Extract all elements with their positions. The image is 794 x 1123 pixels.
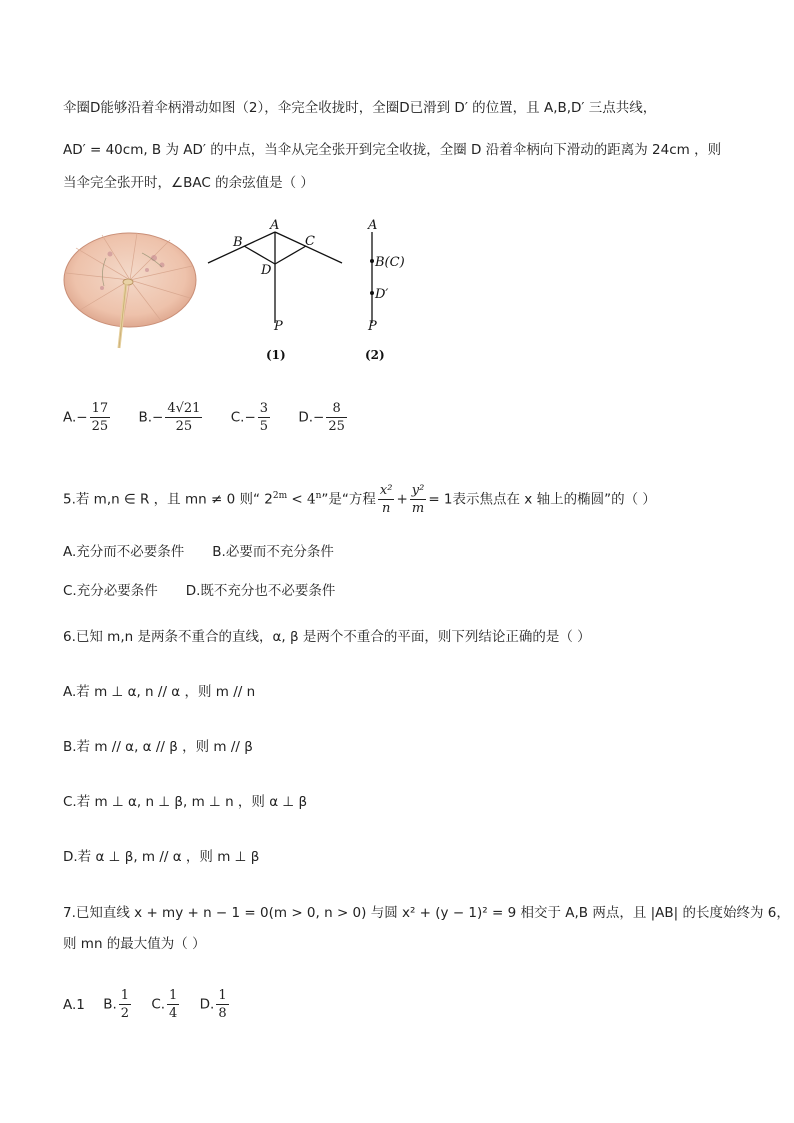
fig2-label-d: D′ xyxy=(375,287,389,302)
fig1-label-a: A xyxy=(270,218,280,233)
q4-line-1: 伞圈D能够沿着伞柄滑动如图（2），伞完全收拢时，全圈D已滑到 D′ 的位置，且 A,B,D′ 三点共线， xyxy=(63,100,657,116)
q5-option-d[interactable]: D.既不充分也不必要条件 xyxy=(185,583,336,599)
q6-option-d[interactable]: D.若 α ⊥ β, m // α ，则 m ⊥ β xyxy=(63,849,260,865)
q6-stem: 6.已知 m,n 是两条不重合的直线，α, β 是两个不重合的平面，则下列结论正确的是（ ） xyxy=(63,629,591,645)
q5-options-row-1 xyxy=(63,542,356,562)
fig1-label-c: C xyxy=(305,234,315,249)
fig2-label-p: P xyxy=(368,319,377,334)
q5-option-c[interactable]: C.充分必要条件 xyxy=(63,583,158,599)
q4-option-c[interactable]: C.− $\frac{3}{5}$ xyxy=(230,401,269,434)
figure-1 xyxy=(200,218,350,368)
q5-options-row-2 xyxy=(63,581,357,601)
q5-option-a[interactable]: A.充分而不必要条件 xyxy=(63,544,185,560)
umbrella-photo xyxy=(62,218,200,353)
q6-option-c[interactable]: C.若 m ⊥ α, n ⊥ β, m ⊥ n ，则 α ⊥ β xyxy=(63,794,308,810)
q7-option-b[interactable]: B. $\frac{1}{2}$ xyxy=(103,988,130,1021)
q7-option-a[interactable]: A.1 xyxy=(63,996,85,1013)
q4-option-b[interactable]: B.− $\frac{4√21}{25}$ xyxy=(138,401,201,434)
q4-option-a[interactable]: A.− $\frac{17}{25}$ xyxy=(63,401,109,434)
fig2-label-bc: B(C) xyxy=(375,255,405,270)
fig1-label-p: P xyxy=(274,319,283,334)
q5-option-b[interactable]: B.必要而不充分条件 xyxy=(212,544,334,560)
q7-stem-2: 则 mn 的最大值为（ ） xyxy=(63,936,206,952)
q4-option-d[interactable]: D.− $\frac{8}{25}$ xyxy=(298,401,345,434)
figure-2 xyxy=(355,218,425,368)
q6-option-b[interactable]: B.若 m // α, α // β ，则 m // β xyxy=(63,739,253,755)
q5-stem: 5.若 m,n ∈ R ，且 mn ≠ 0 则“ $2^{2m} < 4^n$”是“方程 $\frac{\text{x²}}{n}$ + $\frac{\text{y²}}{m}$ = 1表示焦点在 x 轴上的椭圆”的（ ） xyxy=(63,483,656,516)
q7-option-d[interactable]: D. $\frac{1}{8}$ xyxy=(199,988,227,1021)
q4-line-3: 当伞完全张开时，∠BAC 的余弦值是（ ） xyxy=(63,175,314,191)
q7-stem-1: 7.已知直线 x + my + n − 1 = 0(m > 0, n > 0) 与圆 x² + (y − 1)² = 9 相交于 A,B 两点，且 |AB| 的长度始终为 6， xyxy=(63,905,790,921)
q4-options xyxy=(63,400,371,435)
fig1-label-d: D xyxy=(261,263,272,278)
fig1-label-b: B xyxy=(233,235,243,250)
q6-option-a[interactable]: A.若 m ⊥ α, n // α ，则 m // n xyxy=(63,684,256,700)
q7-options xyxy=(63,987,253,1022)
fig1-caption: (1) xyxy=(266,348,286,362)
q7-option-c[interactable]: C. $\frac{1}{4}$ xyxy=(151,988,178,1021)
fig2-caption: (2) xyxy=(365,348,385,362)
q4-line-2: AD′ = 40cm, B 为 AD′ 的中点，当伞从完全张开到完全收拢，全圈 D 沿着伞柄向下滑动的距离为 24cm ，则 xyxy=(63,142,722,158)
fig2-label-a: A xyxy=(368,218,378,233)
